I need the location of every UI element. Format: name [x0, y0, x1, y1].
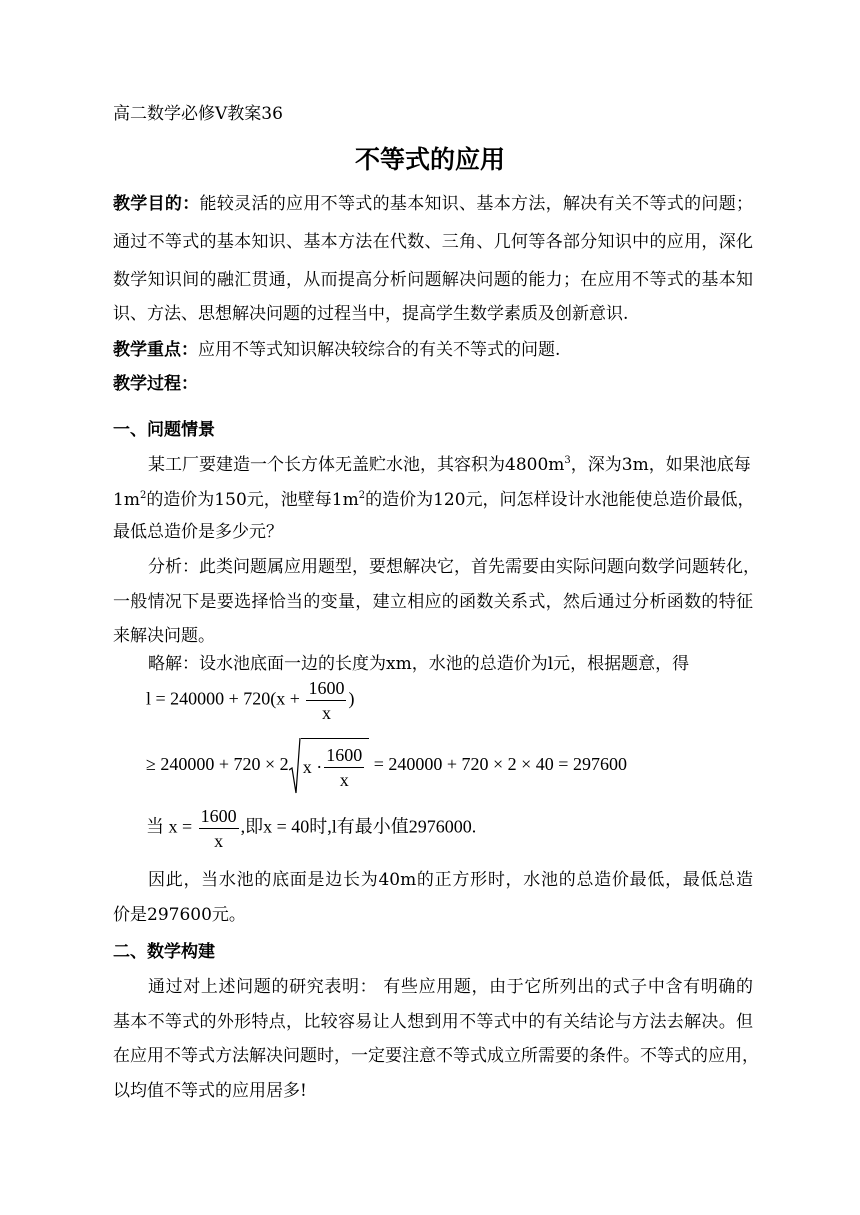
problem-text-1a: 某工厂要建造一个长方体无盖贮水池，其容积为4800m — [148, 455, 565, 475]
objective-line-4: 识、方法、思想解决问题的过程当中，提高学生数学素质及创新意识. — [113, 304, 629, 324]
problem-line-2 — [113, 490, 753, 510]
eq3-fraction — [199, 806, 239, 851]
superscript: 2 — [358, 490, 366, 501]
radicand-x: x · — [302, 757, 323, 777]
superscript: 2 — [139, 490, 147, 501]
objective-line-3: 数学知识间的融汇贯通，从而提高分析问题解决问题的能力；在应用不等式的基本知 — [113, 270, 753, 290]
process-label: 教学过程： — [113, 374, 198, 394]
problem-text-2c: 的造价为120元，问怎样设计水池能使总造价最低， — [365, 490, 755, 510]
section2-line-2: 基本不等式的外形特点，比较容易让人想到用不等式中的有关结论与方法去解决。但 — [113, 1012, 753, 1032]
section2-line-4: 以均值不等式的应用居多! — [113, 1081, 307, 1101]
lesson-header: 高二数学必修V教案36 — [113, 104, 283, 124]
problem-text-2b: 的造价为150元，池壁每1m — [146, 490, 359, 510]
objective-line-2: 通过不等式的基本知识、基本方法在代数、三角、几何等各部分知识中的应用，深化 — [113, 232, 753, 252]
eq3-right: ,即x = 40时,l有最小值2976000. — [240, 816, 477, 837]
focus-text: 应用不等式知识解决较综合的有关不等式的问题. — [198, 340, 561, 360]
objective-line-1 — [113, 194, 753, 214]
objective-label: 教学目的： — [113, 194, 200, 214]
eq2-right: = 240000 + 720 × 2 × 40 = 297600 — [369, 754, 627, 775]
section2-heading: 二、数学构建 — [113, 942, 215, 962]
analysis-line-3: 来解决问题。 — [113, 626, 215, 646]
solution-intro: 略解：设水池底面一边的长度为xm，水池的总造价为l元，根据题意，得 — [148, 654, 690, 674]
eq2-denominator: x — [339, 770, 349, 790]
problem-text-2a: 1m — [113, 490, 140, 510]
eq3-left: 当 x = — [146, 816, 197, 837]
square-root — [289, 738, 370, 794]
equation-2 — [146, 738, 627, 794]
focus-line — [113, 340, 753, 360]
analysis-line-1: 分析：此类问题属应用题型，要想解决它，首先需要由实际问题向数学问题转化， — [148, 557, 760, 577]
equation-3 — [146, 806, 476, 851]
eq3-numerator: 1600 — [199, 806, 239, 829]
equation-1 — [146, 678, 354, 723]
eq1-left: l = 240000 + 720(x + — [146, 688, 305, 709]
eq1-fraction — [306, 678, 346, 723]
eq3-denominator: x — [214, 831, 224, 851]
focus-label: 教学重点： — [113, 340, 198, 360]
problem-line-1 — [148, 455, 753, 475]
analysis-line-2: 一般情况下是要选择恰当的变量，建立相应的函数关系式，然后通过分析函数的特征 — [113, 592, 753, 612]
problem-line-3: 最低总造价是多少元？ — [113, 522, 283, 542]
radicand — [301, 738, 370, 794]
radical-sign-icon — [289, 738, 301, 794]
eq1-numerator: 1600 — [306, 678, 346, 701]
eq2-numerator: 1600 — [324, 745, 364, 768]
conclusion-line-1: 因此，当水池的底面是边长为40m的正方形时，水池的总造价最低，最低总造 — [148, 870, 753, 890]
problem-text-1b: ，深为3m，如果池底每 — [570, 455, 751, 475]
eq1-right: ) — [348, 688, 355, 709]
eq1-denominator: x — [321, 703, 331, 723]
eq2-fraction — [324, 745, 364, 790]
conclusion-line-2: 价是297600元。 — [113, 905, 246, 925]
section2-line-3: 在应用不等式方法解决问题时，一定要注意不等式成立所需要的条件。不等式的应用， — [113, 1046, 759, 1066]
page-title: 不等式的应用 — [354, 145, 505, 174]
objective-text: 能较灵活的应用不等式的基本知识、基本方法，解决有关不等式的问题； — [199, 194, 754, 214]
section1-heading: 一、问题情景 — [113, 420, 215, 440]
superscript: 3 — [564, 455, 571, 466]
eq2-left: ≥ 240000 + 720 × 2 — [146, 754, 289, 775]
section2-line-1: 通过对上述问题的研究表明： 有些应用题，由于它所列出的式子中含有明确的 — [148, 977, 753, 997]
